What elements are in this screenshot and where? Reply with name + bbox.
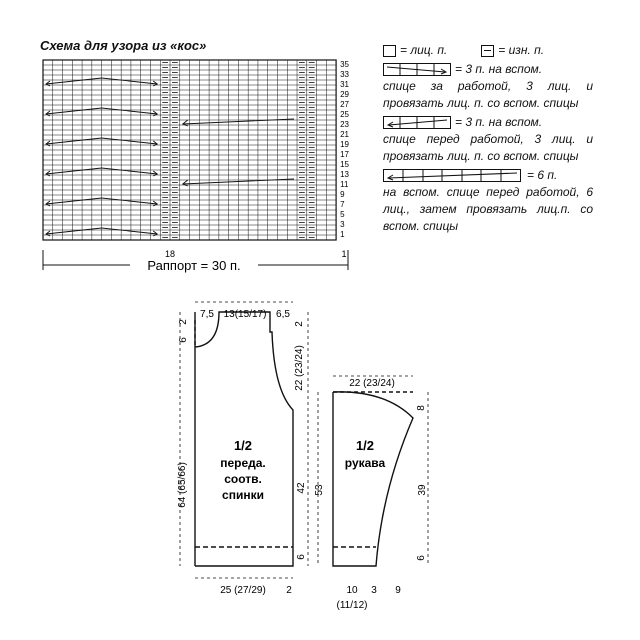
row-number: 11 [340,180,349,189]
row-number: 19 [340,140,350,149]
row-number: 33 [340,70,350,79]
chart-grid [43,60,336,240]
front-dim-right-top: 2 [294,321,305,327]
legend-cable-3-back-lead: = 3 п. на вспом. [455,62,543,76]
front-dim-neck: 6 [178,337,189,343]
row-number: 25 [340,110,350,119]
front-label-fraction: 1/2 [233,438,253,453]
front-label-line-1: переда. [220,456,266,470]
row-number: 7 [340,200,345,209]
front-dim-rib: 6 [296,554,307,560]
front-dim-top-right: 6,5 [276,309,290,320]
sleeve-label: рукава [344,456,386,470]
row-number: 9 [340,190,345,199]
chart-row-numbers [340,60,349,239]
legend-cable-3-back-text: спице за работой, 3 лиц. и провязать лиц. п. со вспом. спицы [383,79,593,110]
front-dim-top-middle: 13(15/17) [223,309,267,320]
legend-purl: = изн. п. [498,43,545,57]
cable-3-front-symbol-icon [383,116,451,129]
legend-knit: = лиц. п. [400,43,448,57]
sleeve-dim-bottom-9: 9 [395,585,401,596]
stitch-number-left: 18 [164,249,176,259]
cable-6-front-symbol-icon [383,169,521,182]
legend-row-cable-6-front [383,167,593,184]
front-label-line-3: спинки [222,488,264,502]
chart-title: Схема для узора из «кос» [40,38,207,53]
sleeve-dim-cap: 8 [416,405,427,411]
legend-cable-3-front-lead: = 3 п. на вспом. [455,115,543,129]
sleeve-dim-bottom-10: 10 [346,585,358,596]
repeat-label: Раппорт = 30 п. [147,258,241,273]
front-label-line-2: соотв. [224,472,262,486]
legend-cable-6-front-text: на вспом. спице перед работой, 6 лиц., затем провязать лиц.п. со вспом. спицы [383,185,593,233]
row-number: 31 [340,80,350,89]
legend-row-cable-3-back [383,61,593,78]
knit-symbol-icon [383,45,396,57]
row-number: 29 [340,90,350,99]
row-number: 1 [340,230,345,239]
row-number: 3 [340,220,345,229]
row-number: 35 [340,60,350,69]
row-number: 13 [340,170,350,179]
sleeve-outline [333,392,413,566]
row-number: 21 [340,130,350,139]
front-dim-top-left: 7,5 [200,309,214,320]
stitch-chart [0,0,380,280]
sleeve-dim-bottom-3: 3 [371,585,377,596]
row-number: 5 [340,210,345,219]
front-dim-total-length: 64 (65/66) [177,462,188,508]
sleeve-dim-length-left: 53 [314,484,325,496]
legend-cable-3-front-text: спице перед работой, 3 лиц. и провязать лиц. п. со вспом. спицы [383,132,593,163]
row-number: 15 [340,160,350,169]
front-dim-side: 42 [296,482,307,494]
sleeve-label-fraction: 1/2 [355,438,375,453]
row-number: 17 [340,150,350,159]
sleeve-dim-bottom-alt: (11/12) [336,600,368,611]
legend [383,42,593,235]
sleeve-dim-top: 22 (23/24) [349,378,395,389]
garment-schematic [0,290,640,630]
row-number: 23 [340,120,350,129]
legend-cable-6-front-lead: = 6 п. [527,168,558,182]
sleeve-dim-length-right: 39 [417,484,428,496]
front-dim-bottom-mark: 2 [286,585,292,596]
row-number: 27 [340,100,350,109]
front-dim-bottom-width: 25 (27/29) [220,585,266,596]
stitch-number-right: 1 [341,249,347,259]
cable-3-back-symbol-icon [383,63,451,76]
purl-symbol-icon [481,45,494,57]
legend-row-cable-3-front [383,114,593,131]
legend-row-knit-purl [383,42,593,59]
front-dim-armhole: 22 (23/24) [294,345,305,391]
front-dim-neck-mark: 2 [178,319,189,325]
sleeve-dim-rib: 6 [416,555,427,561]
